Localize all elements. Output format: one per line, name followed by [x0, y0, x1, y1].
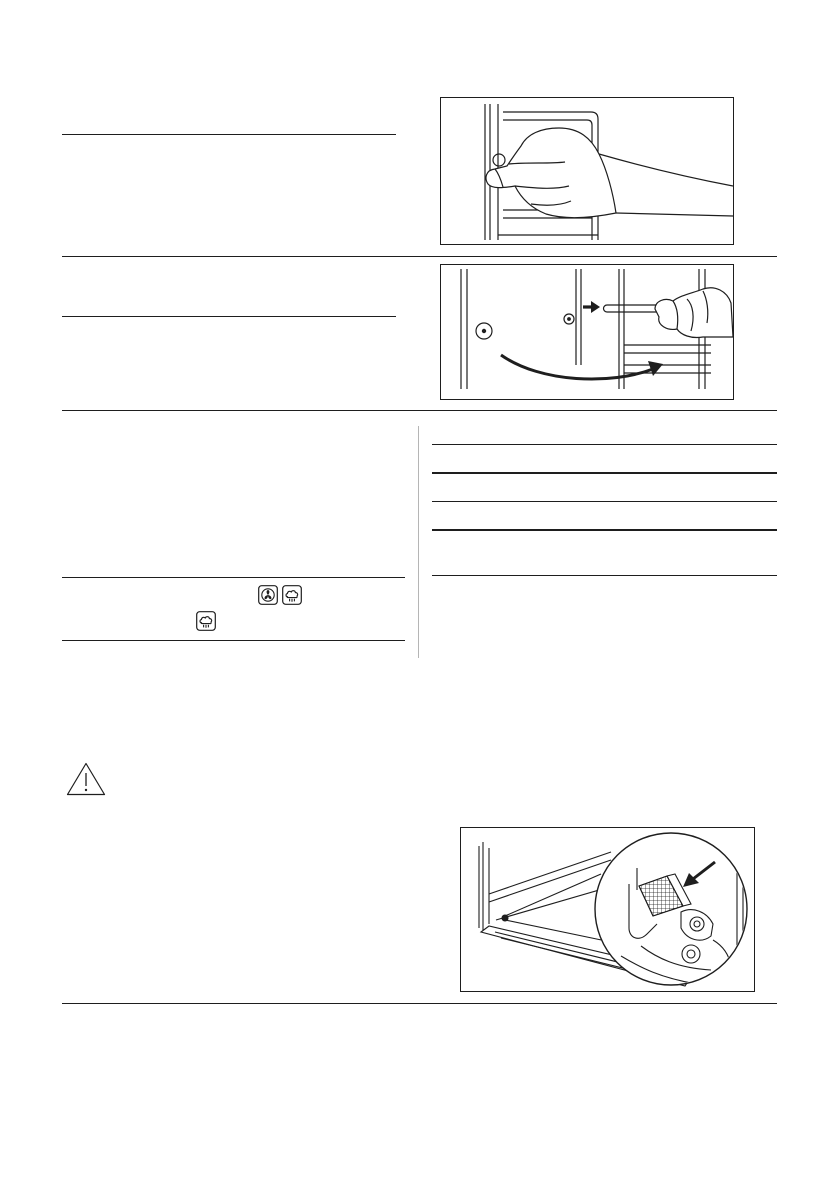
rule-full-2: [62, 410, 777, 411]
note-rule-top: [62, 577, 405, 578]
table-rule-3: [432, 501, 777, 502]
column-divider: [418, 426, 419, 658]
oven-wall-left: [461, 269, 492, 389]
curved-arrow: [501, 355, 663, 379]
fan-icon: [258, 585, 278, 605]
table-rule-1: [432, 444, 777, 445]
arm: [599, 154, 733, 216]
illustration-hand-pulling-support: [441, 98, 733, 244]
table-rule-2: [432, 472, 777, 474]
illustration-hinge-magnified: [461, 828, 754, 991]
figure-install-shelf-support: [440, 264, 734, 400]
steam-icon-single: [196, 611, 216, 631]
hand: [655, 288, 733, 338]
rule-top-left: [62, 134, 396, 135]
note-rule-bottom: [62, 640, 405, 641]
oven-wall-right: [564, 269, 581, 365]
warning-icon: [66, 762, 106, 796]
figure-door-hinge-detail: [460, 827, 755, 992]
rule-full-1: [62, 256, 777, 257]
table-rule-4: [432, 529, 777, 531]
oven-frame: [479, 842, 611, 930]
illustration-insert-support: [441, 265, 733, 399]
figure-remove-shelf-support: [440, 97, 734, 245]
short-arrow: [583, 301, 600, 313]
hand: [486, 128, 616, 218]
rule-mid-left: [62, 316, 396, 317]
steam-icon: [282, 585, 302, 605]
rule-bottom: [62, 1003, 777, 1004]
table-rule-5: [432, 575, 777, 576]
